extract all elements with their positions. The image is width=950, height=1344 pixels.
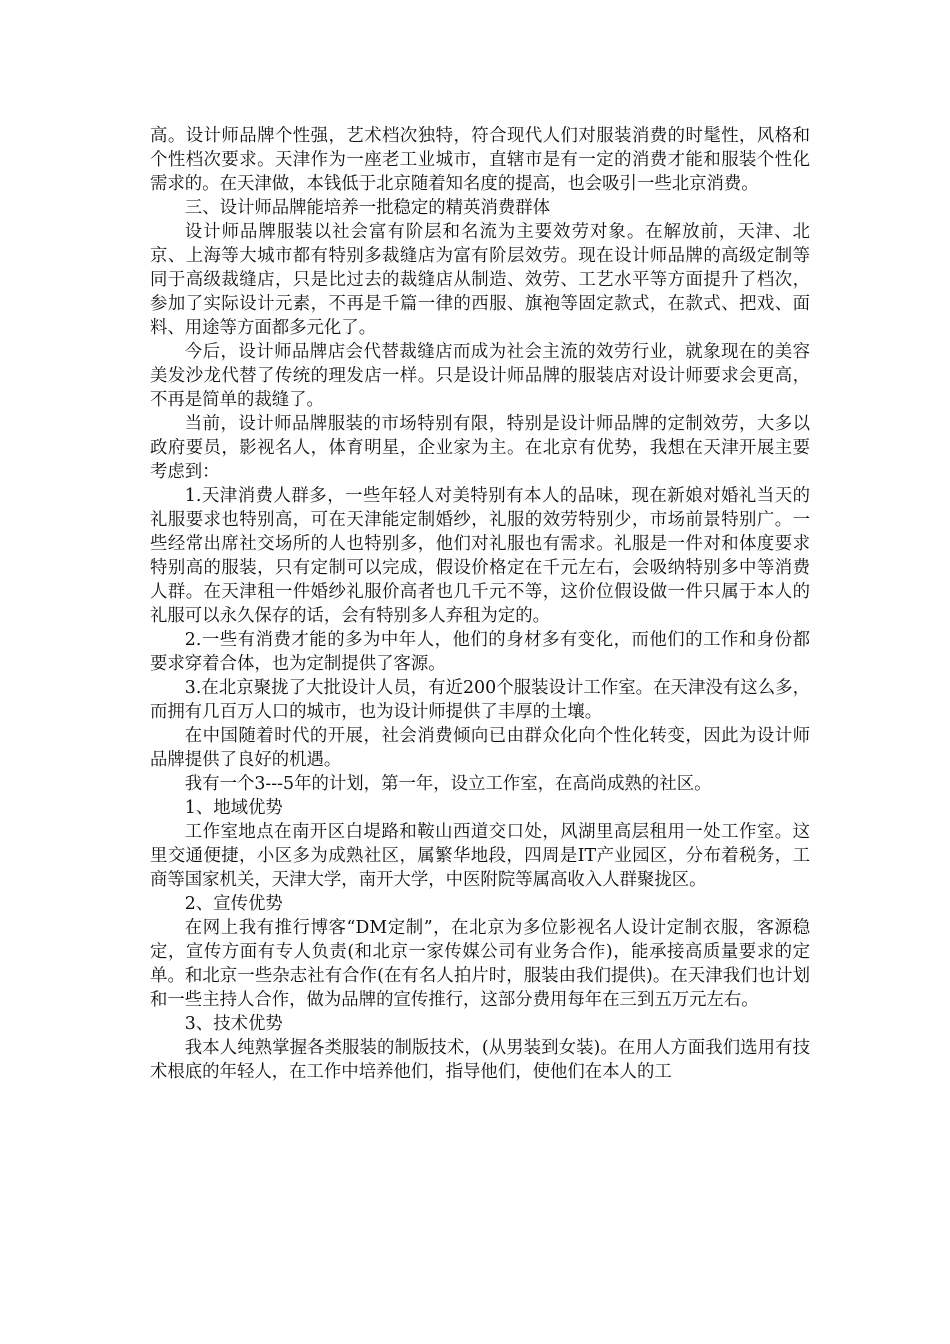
paragraph-opportunity: 在中国随着时代的开展，社会消费倾向已由群众化向个性化转变，因此为设计师品牌提供了良好的机遇。	[150, 726, 810, 770]
paragraph-point-3: 3.在北京聚拢了大批设计人员，有近200个服装设计工作室。在天津没有这么多，而拥有几百万人口的城市，也为设计师提供了丰厚的土壤。	[150, 678, 810, 722]
paragraph-future-outlook: 今后，设计师品牌店会代替裁缝店而成为社会主流的效劳行业，就象现在的美容美发沙龙代替了传统的理发店一样。只是设计师品牌的服装店对设计师要求会更高，不再是简单的裁缝了。	[150, 342, 810, 410]
paragraph-point-2: 2.一些有消费才能的多为中年人，他们的身材多有变化，而他们的工作和身份都要求穿着合体，也为定制提供了客源。	[150, 630, 810, 674]
paragraph-technology: 我本人纯熟掌握各类服装的制版技术，(从男装到女装)。在用人方面我们选用有技术根底的年轻人，在工作中培养他们，指导他们，使他们在本人的工	[150, 1038, 810, 1082]
paragraph-promotion: 在网上我有推行博客“DM定制”，在北京为多位影视名人设计定制衣服，客源稳定，宣传方面有专人负责(和北京一家传媒公司有业务合作)，能承接高质量要求的定单。和北京一些杂志社有合作(在有名人拍片时，服装由我们提供)。在天津我们也计划和一些主持人合作，做为品牌的宣传推行，这部分费用每年在三到五万元左右。	[150, 918, 810, 1010]
paragraph-point-1: 1.天津消费人群多，一些年轻人对美特别有本人的品味，现在新娘对婚礼当天的礼服要求也特别高，可在天津能定制婚纱，礼服的效劳特别少，市场前景特别广。一些经常出席社交场所的人也特别多，他们对礼服也有需求。礼服是一件对和体度要求特别高的服装，只有定制可以完成，假设价格定在千元左右，会吸纳特别多中等消费人群。在天津租一件婚纱礼服价高者也几千元不等，这价位假设做一件只属于本人的礼服可以永久保存的话，会有特别多人弃租为定的。	[150, 486, 810, 626]
document-body	[150, 124, 810, 1084]
section-heading-promotion: 2、宣传优势	[184, 894, 283, 914]
paragraph-continuation: 高。设计师品牌个性强，艺术档次独特，符合现代人们对服装消费的时髦性，风格和个性档次要求。天津作为一座老工业城市，直辖市是有一定的消费才能和服装个性化需求的。在天津做，本钱低于北京随着知名度的提高，也会吸引一些北京消费。	[150, 126, 810, 194]
section-heading-location: 1、地域优势	[184, 798, 283, 818]
section-heading-technology: 3、技术优势	[184, 1014, 283, 1034]
paragraph-location: 工作室地点在南开区白堤路和鞍山西道交口处，风湖里高层租用一处工作室。这里交通便捷，小区多为成熟社区，属繁华地段，四周是IT产业园区，分布着税务，工商等国家机关，天津大学，南开大学，中医附院等属高收入人群聚拢区。	[150, 822, 810, 890]
paragraph-current-market: 当前，设计师品牌服装的市场特别有限，特别是设计师品牌的定制效劳，大多以政府要员，影视名人，体育明星，企业家为主。在北京有优势，我想在天津开展主要考虑到：	[150, 414, 810, 482]
paragraph-target-customers: 设计师品牌服装以社会富有阶层和名流为主要效劳对象。在解放前，天津、北京、上海等大城市都有特别多裁缝店为富有阶层效劳。现在设计师品牌的高级定制等同于高级裁缝店，只是比过去的裁缝店从制造、效劳、工艺水平等方面提升了档次，参加了实际设计元素，不再是千篇一律的西服、旗袍等固定款式，在款式、把戏、面料、用途等方面都多元化了。	[150, 222, 810, 338]
paragraph-plan: 我有一个3---5年的计划，第一年，设立工作室，在高尚成熟的社区。	[184, 774, 712, 794]
section-heading-elite-consumers: 三、设计师品牌能培养一批稳定的精英消费群体	[184, 198, 551, 218]
